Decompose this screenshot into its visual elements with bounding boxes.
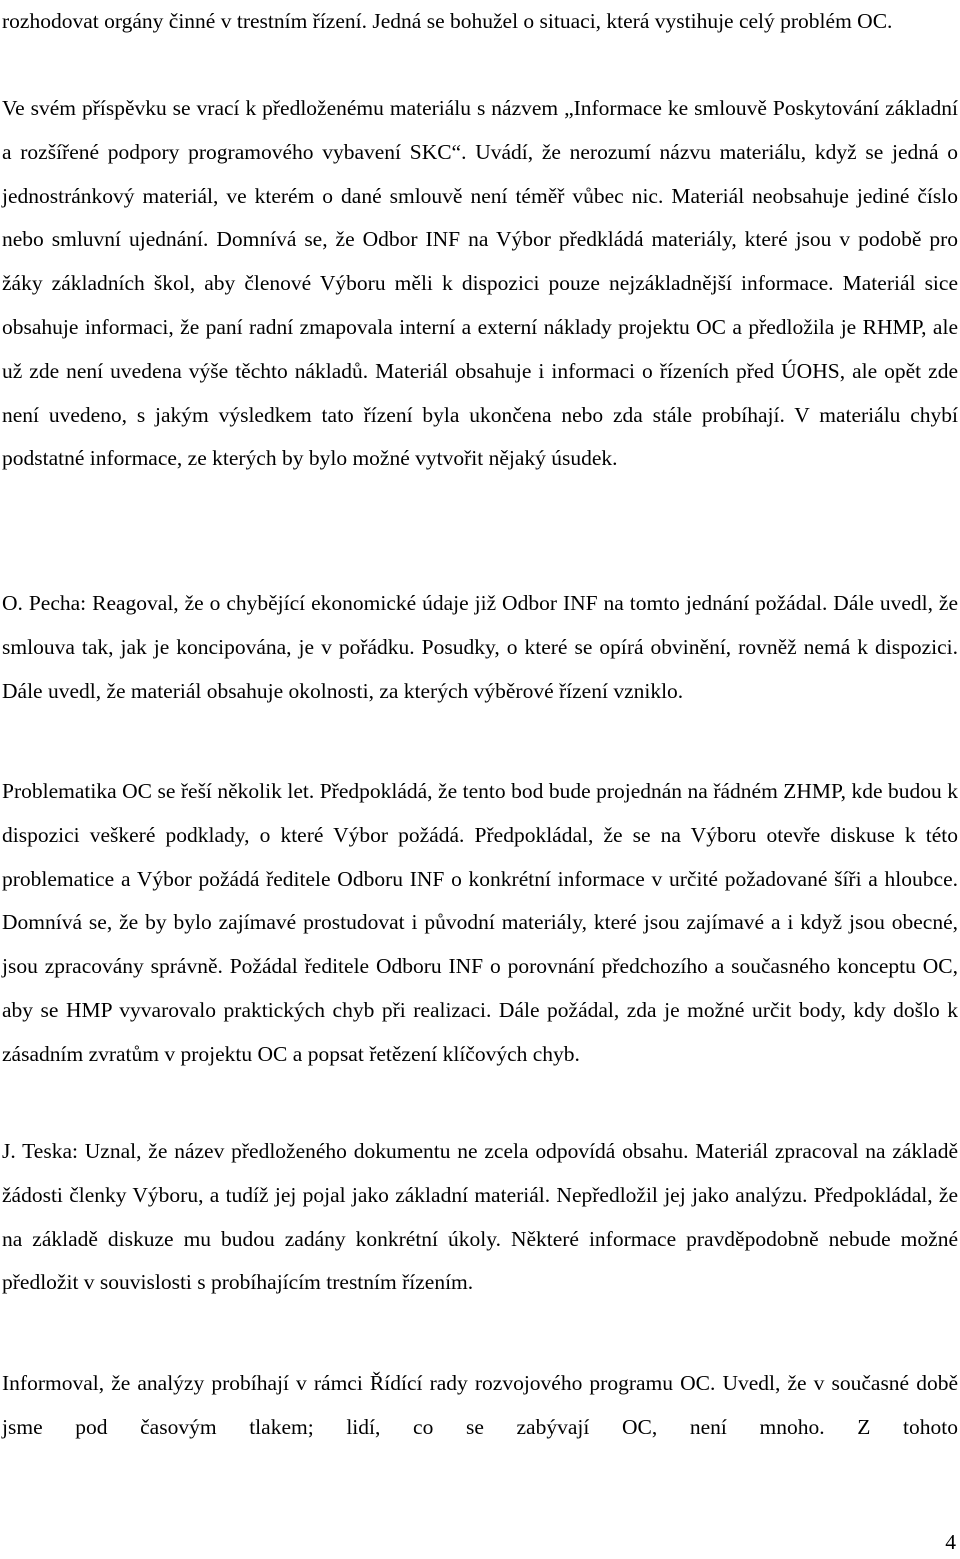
paragraph-pecha-response: O. Pecha: Reagoval, že o chybějící ekonomické údaje již Odbor INF na tomto jednání požádal. Dále uvedl, že smlouva tak, jak je koncipována, je v pořádku. Posudky, o které se opírá obvinění, rovněž nemá k dispozici. Dále uvedl, že materiál obsahuje okolnosti, za kterých výběrové řízení vzniklo.	[2, 591, 958, 703]
paragraph-problematika-oc: Problematika OC se řeší několik let. Předpokládá, že tento bod bude projednán na řádném ZHMP, kde budou k dispozici veškeré podklady, o které Výbor požádá. Předpokládal, že se na Výboru otevře diskuse k této problematice a Výbor požádá ředitele Odboru INF o konkrétní informace v určité požadované šíři a hloubce. Domnívá se, že by bylo zajímavé prostudovat i původní materiály, které jsou zajímavé a i když jsou obecné, jsou zpracovány správně. Požádal ředitele Odboru INF o porovnání předchozího a současného konceptu OC, aby se HMP vyvarovalo praktických chyb při realizaci. Dále požádal, zda je možné určit body, kdy došlo k zásadním zvratům v projektu OC a popsat řetězení klíčových chyb.	[2, 779, 958, 1066]
paragraph-continuation: rozhodovat orgány činné v trestním řízení. Jedná se bohužel o situaci, která vystihuje celý problém OC.	[2, 9, 893, 33]
paragraph-analyzy: Informoval, že analýzy probíhají v rámci Řídící rady rozvojového programu OC. Uvedl, že v současné době jsme pod časovým tlakem; lidí, co se zabývají OC, není mnoho. Z tohoto	[2, 1371, 958, 1439]
paragraph-smlouva-skc: Ve svém příspěvku se vrací k předloženému materiálu s názvem „Informace ke smlouvě Poskytování základní a rozšířené podpory programového vybavení SKC“. Uvádí, že nerozumí názvu materiálu, když se jedná o jednostránkový materiál, ve kterém o dané smlouvě není téměř vůbec nic. Materiál neobsahuje jediné číslo nebo smluvní ujednání. Domnívá se, že Odbor INF na Výbor předkládá materiály, které jsou v podobě pro žáky základních škol, aby členové Výboru měli k dispozici pouze nejzákladnější informace. Materiál sice obsahuje informaci, že paní radní zmapovala interní a externí náklady projektu OC a předložila je RHMP, ale už zde není uvedena výše těchto nákladů. Materiál obsahuje i informaci o řízeních před ÚOHS, ale opět zde není uvedeno, s jakým výsledkem tato řízení byla ukončena nebo zda stále probíhají. V materiálu chybí podstatné informace, ze kterých by bylo možné vytvořit nějaký úsudek.	[2, 96, 958, 471]
page-number: 4	[945, 1530, 956, 1554]
paragraph-teska-response: J. Teska: Uznal, že název předloženého dokumentu ne zcela odpovídá obsahu. Materiál zpracoval na základě žádosti členky Výboru, a tudíž jej pojal jako základní materiál. Nepředložil jej jako analýzu. Předpokládal, že na základě diskuze mu budou zadány konkrétní úkoly. Některé informace pravděpodobně nebude možné předložit v souvislosti s probíhajícím trestním řízením.	[2, 1139, 958, 1295]
